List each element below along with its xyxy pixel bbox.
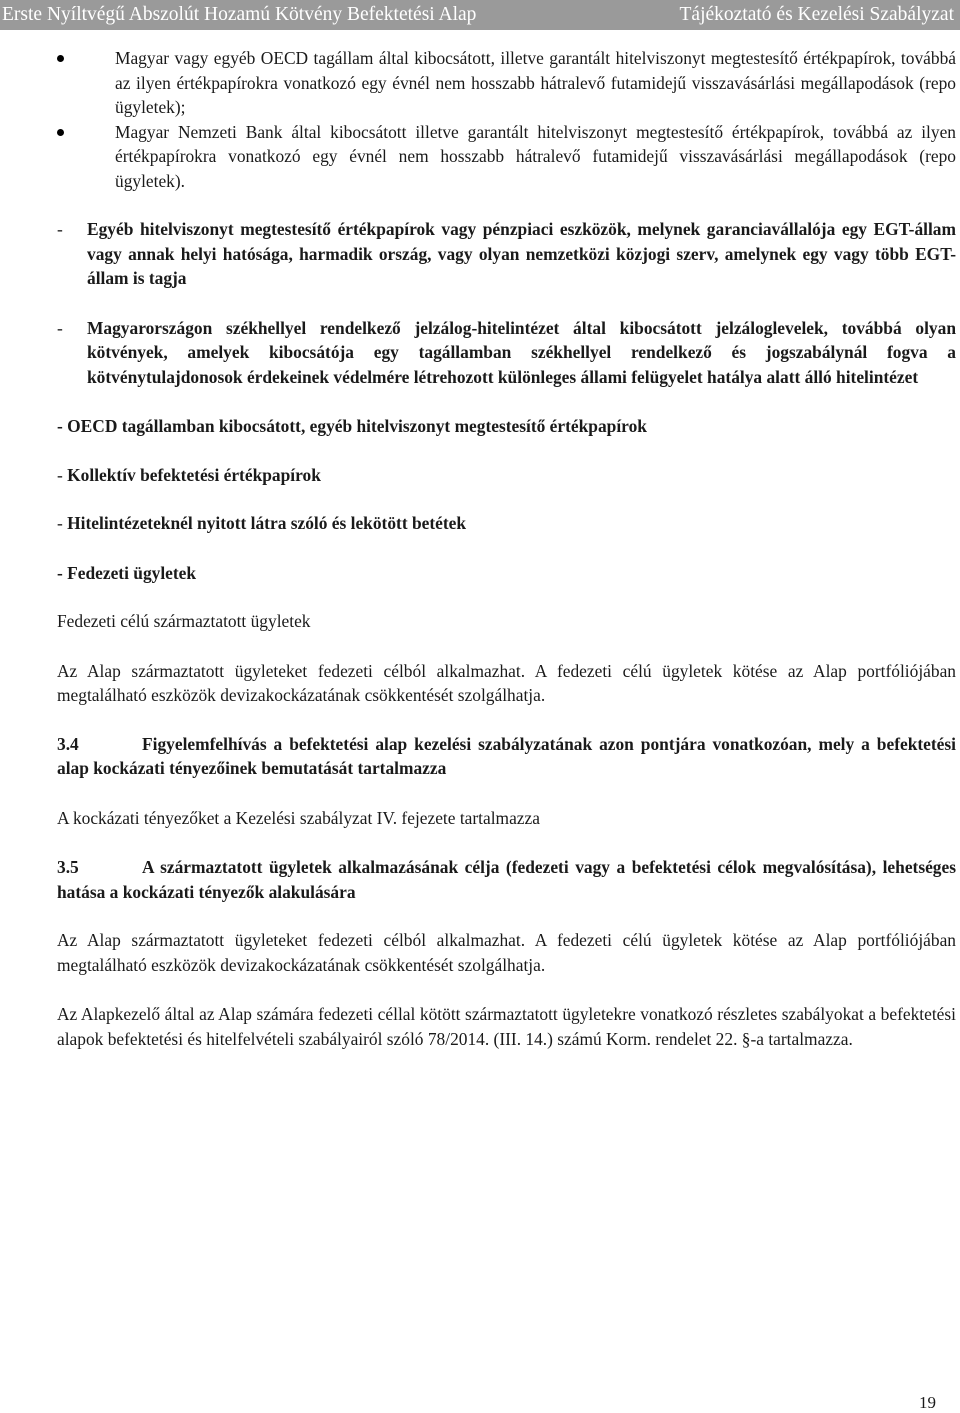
bullet-icon [57, 55, 64, 62]
dash-item-text: Egyéb hitelviszonyt megtestesítő értékpapírok vagy pénzpiaci eszközök, melynek garanciavállalója egy EGT-állam vagy annak helyi hatósága, harmadik ország, vagy olyan nemzetközi közjogi szerv, amelynek egy vagy több EGT-állam is tagja [87, 219, 956, 288]
section-heading-3-4 [57, 732, 956, 781]
fedezeti-label: Fedezeti célú származtatott ügyletek [57, 611, 311, 631]
running-header [0, 0, 960, 30]
dash-item-egt [57, 217, 956, 291]
item-kollektiv-text: Kollektív befektetési értékpapírok [67, 464, 321, 485]
item-hitelintezet [57, 511, 956, 536]
bullet-icon [57, 129, 64, 136]
dash-marker: - [57, 317, 63, 338]
dash-marker: - [57, 219, 63, 239]
page-number: 19 [919, 1393, 936, 1412]
dash-item-text: Magyarországon székhellyel rendelkező jelzálog-hitelintézet által kibocsátott jelzáloglevelek, továbbá olyan kötvények, amelyek kibocsátója egy tagállamban székhellyel rendelkező és jogszabálynál fogva a kötvénytulajdonosok érdekeinek védelmére létrehozott különleges állami felügyelet hatálya alatt álló hitelintézet [87, 317, 956, 387]
dash-marker: - [57, 464, 68, 485]
bullet-text: Magyar Nemzeti Bank által kibocsátott illetve garantált hitelviszonyt megtestesítő értékpapírok, továbbá az ilyen értékpapírokra vonatkozó egy évnél nem hosszabb hátralevő futamidejű visszavásárlási megállapodások (repo ügyletek). [115, 121, 956, 191]
paragraph: Az Alapkezelő által az Alap számára fedezeti céllal kötött származtatott ügyletekre vonatkozó részletes szabályokat a befektetési alapok befektetési és hitelfelvételi szabályairól szóló 78/2014. (III. 14.) számú Korm. rendelet 22. §-a tartalmazza. [57, 1004, 956, 1049]
page-body [57, 46, 956, 1051]
section-title: Figyelemfelhívás a befektetési alap kezelési szabályzatának azon pontjára vonatkozóan, mely a befektetési alap kockázati tényezőinek bemutatását tartalmazza [57, 733, 956, 778]
item-oecd: - OECD tagállamban kibocsátott, egyéb hitelviszonyt megtestesítő értékpapírok [57, 416, 647, 436]
section-heading-3-5 [57, 855, 956, 904]
item-fedezeti: - Fedezeti ügyletek [57, 562, 197, 583]
section-number: 3.5 [57, 857, 79, 877]
section-title: A származtatott ügyletek alkalmazásának célja (fedezeti vagy a befektetési célok megvalósítása), lehetséges hatása a kockázati tényezők alakulására [57, 857, 956, 902]
section-number: 3.4 [57, 733, 79, 754]
dash-marker: - [57, 513, 68, 533]
paragraph: Az Alap származtatott ügyleteket fedezeti célból alkalmazhat. A fedezeti célú ügyletek kötése az Alap portfóliójában megtalálható eszközök devizakockázatának csökkentését szolgálhatja. [57, 930, 956, 975]
list-item [57, 46, 956, 120]
bullet-list [57, 46, 956, 193]
dash-item-jelzalog [57, 316, 956, 390]
item-kollektiv [57, 463, 956, 488]
item-hitelintezet-text: Hitelintézeteknél nyitott látra szóló és lekötött betétek [67, 513, 467, 533]
bullet-text: Magyar vagy egyéb OECD tagállam által kibocsátott, illetve garantált hitelviszonyt megtestesítő értékpapírok, továbbá az ilyen értékpapírokra vonatkozó egy évnél nem hosszabb hátralevő futamidejű visszavásárlási megállapodások (repo ügyletek); [115, 48, 956, 117]
header-document-title: Tájékoztató és Kezelési Szabályzat [679, 4, 954, 25]
paragraph: Az Alap származtatott ügyleteket fedezeti célból alkalmazhat. A fedezeti célú ügyletek kötése az Alap portfóliójában megtalálható eszközök devizakockázatának csökkentését szolgálhatja. [57, 660, 956, 705]
list-item [57, 120, 956, 194]
header-fund-name: Erste Nyíltvégű Abszolút Hozamú Kötvény Befektetési Alap [2, 4, 477, 25]
paragraph: A kockázati tényezőket a Kezelési szabályzat IV. fejezete tartalmazza [57, 807, 540, 828]
